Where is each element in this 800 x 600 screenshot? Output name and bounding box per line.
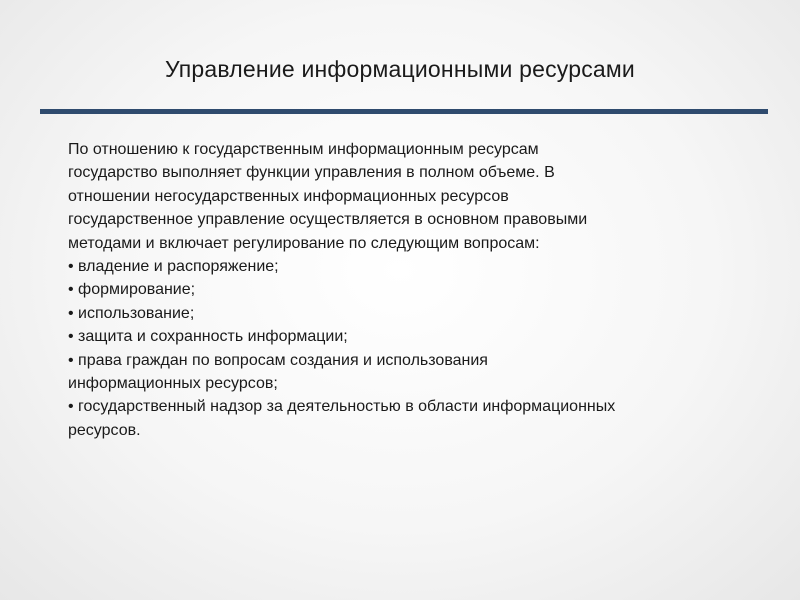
bullet-item: • государственный надзор за деятельностью в области информационных: [68, 398, 616, 416]
title-underline: [40, 109, 768, 114]
body-line: отношении негосударственных информационных ресурсов: [68, 187, 509, 205]
bullet-item: • формирование;: [68, 281, 196, 299]
bullet-item: • защита и сохранность информации;: [68, 328, 348, 346]
bullet-item: • использование;: [68, 304, 195, 322]
body-line: По отношению к государственным информационным ресурсам: [68, 141, 539, 158]
slide-title: Управление информационными ресурсами: [165, 56, 635, 82]
bullet-item: • права граждан по вопросам создания и использования: [68, 351, 488, 369]
body-line: государственное управление осуществляется в основном правовыми: [68, 211, 588, 229]
bullet-item-continuation: информационных ресурсов;: [68, 375, 278, 393]
bullet-item-continuation: ресурсов.: [68, 421, 141, 439]
body-line: методами и включает регулирование по следующим вопросам:: [68, 234, 540, 252]
body-line: государство выполняет функции управления в полном объеме. В: [68, 164, 555, 182]
body-text: [68, 138, 768, 442]
bullet-item: • владение и распоряжение;: [68, 258, 279, 276]
